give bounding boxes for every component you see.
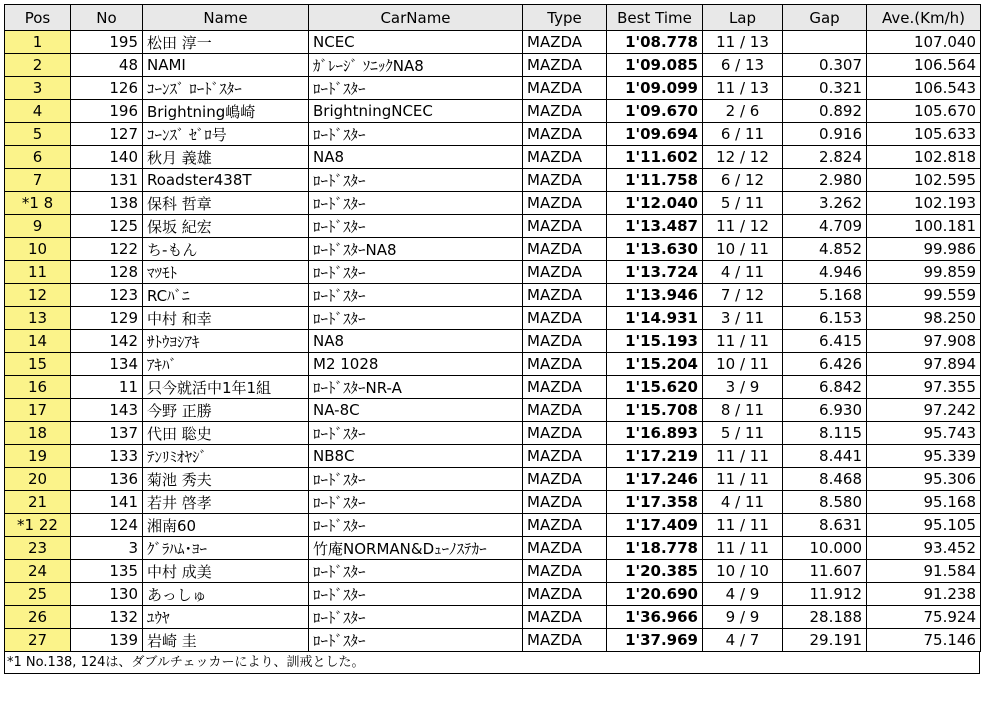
driver-name-cell: 中村 成美: [143, 560, 309, 583]
gap-cell: 29.191: [783, 629, 867, 652]
type-cell: MAZDA: [523, 261, 607, 284]
average-speed-cell: 97.894: [867, 353, 981, 376]
type-cell: MAZDA: [523, 146, 607, 169]
driver-name-cell: ｸﾞﾗﾊﾑ･ﾖｰ: [143, 537, 309, 560]
position-cell: *1 8: [5, 192, 71, 215]
car-number-cell: 123: [71, 284, 143, 307]
position-cell: 1: [5, 31, 71, 54]
best-time-cell: 1'11.758: [607, 169, 703, 192]
position-cell: 17: [5, 399, 71, 422]
driver-name-cell: 代田 聡史: [143, 422, 309, 445]
best-time-cell: 1'13.487: [607, 215, 703, 238]
lap-cell: 6 / 12: [703, 169, 783, 192]
average-speed-cell: 105.633: [867, 123, 981, 146]
average-speed-cell: 99.559: [867, 284, 981, 307]
position-cell: 12: [5, 284, 71, 307]
header-car-name: CarName: [309, 5, 523, 31]
lap-cell: 11 / 13: [703, 31, 783, 54]
car-number-cell: 196: [71, 100, 143, 123]
driver-name-cell: ｱｷﾊﾞ: [143, 353, 309, 376]
car-name-cell: ｶﾞﾚｰｼﾞ ｿﾆｯｸNA8: [309, 54, 523, 77]
header-type: Type: [523, 5, 607, 31]
table-row: [5, 353, 981, 376]
average-speed-cell: 99.859: [867, 261, 981, 284]
type-cell: MAZDA: [523, 560, 607, 583]
position-cell: 4: [5, 100, 71, 123]
lap-cell: 6 / 13: [703, 54, 783, 77]
driver-name-cell: 保科 哲章: [143, 192, 309, 215]
lap-cell: 11 / 11: [703, 330, 783, 353]
best-time-cell: 1'09.670: [607, 100, 703, 123]
average-speed-cell: 95.168: [867, 491, 981, 514]
car-number-cell: 48: [71, 54, 143, 77]
car-name-cell: NB8C: [309, 445, 523, 468]
best-time-cell: 1'15.204: [607, 353, 703, 376]
best-time-cell: 1'15.620: [607, 376, 703, 399]
gap-cell: 8.115: [783, 422, 867, 445]
car-name-cell: ﾛｰﾄﾞｽﾀｰ: [309, 123, 523, 146]
car-number-cell: 141: [71, 491, 143, 514]
average-speed-cell: 106.564: [867, 54, 981, 77]
gap-cell: 0.307: [783, 54, 867, 77]
best-time-cell: 1'13.946: [607, 284, 703, 307]
lap-cell: 4 / 11: [703, 261, 783, 284]
driver-name-cell: ｻﾄｳﾖｼｱｷ: [143, 330, 309, 353]
table-row: [5, 537, 981, 560]
best-time-cell: 1'09.099: [607, 77, 703, 100]
car-number-cell: 133: [71, 445, 143, 468]
position-cell: *1 22: [5, 514, 71, 537]
table-row: [5, 399, 981, 422]
type-cell: MAZDA: [523, 123, 607, 146]
gap-cell: 4.709: [783, 215, 867, 238]
lap-cell: 11 / 11: [703, 468, 783, 491]
type-cell: MAZDA: [523, 284, 607, 307]
footnote: *1 No.138, 124は、ダブルチェッカーにより、訓戒とした。: [4, 652, 980, 674]
position-cell: 9: [5, 215, 71, 238]
car-number-cell: 143: [71, 399, 143, 422]
type-cell: MAZDA: [523, 445, 607, 468]
table-row: [5, 468, 981, 491]
car-name-cell: ﾛｰﾄﾞｽﾀｰNR-A: [309, 376, 523, 399]
header-gap: Gap: [783, 5, 867, 31]
type-cell: MAZDA: [523, 100, 607, 123]
lap-cell: 10 / 11: [703, 353, 783, 376]
lap-cell: 6 / 11: [703, 123, 783, 146]
gap-cell: 6.842: [783, 376, 867, 399]
average-speed-cell: 97.355: [867, 376, 981, 399]
position-cell: 18: [5, 422, 71, 445]
type-cell: MAZDA: [523, 468, 607, 491]
average-speed-cell: 91.584: [867, 560, 981, 583]
car-name-cell: ﾛｰﾄﾞｽﾀｰ: [309, 629, 523, 652]
car-name-cell: ﾛｰﾄﾞｽﾀｰ: [309, 192, 523, 215]
car-name-cell: ﾛｰﾄﾞｽﾀｰ: [309, 514, 523, 537]
gap-cell: 11.607: [783, 560, 867, 583]
gap-cell: 4.852: [783, 238, 867, 261]
position-cell: 13: [5, 307, 71, 330]
lap-cell: 11 / 12: [703, 215, 783, 238]
gap-cell: 11.912: [783, 583, 867, 606]
driver-name-cell: 松田 淳一: [143, 31, 309, 54]
type-cell: MAZDA: [523, 606, 607, 629]
header-best-time: Best Time: [607, 5, 703, 31]
car-name-cell: NCEC: [309, 31, 523, 54]
lap-cell: 10 / 11: [703, 238, 783, 261]
driver-name-cell: 岩崎 圭: [143, 629, 309, 652]
best-time-cell: 1'08.778: [607, 31, 703, 54]
average-speed-cell: 95.105: [867, 514, 981, 537]
table-row: [5, 77, 981, 100]
gap-cell: [783, 31, 867, 54]
position-cell: 25: [5, 583, 71, 606]
car-name-cell: NA-8C: [309, 399, 523, 422]
position-cell: 6: [5, 146, 71, 169]
driver-name-cell: あっしゅ: [143, 583, 309, 606]
driver-name-cell: ｺｰﾝｽﾞ ｾﾞﾛ号: [143, 123, 309, 146]
table-row: [5, 54, 981, 77]
table-row: [5, 238, 981, 261]
lap-cell: 7 / 12: [703, 284, 783, 307]
gap-cell: 0.916: [783, 123, 867, 146]
average-speed-cell: 75.924: [867, 606, 981, 629]
position-cell: 7: [5, 169, 71, 192]
table-row: [5, 606, 981, 629]
average-speed-cell: 95.306: [867, 468, 981, 491]
best-time-cell: 1'15.193: [607, 330, 703, 353]
car-number-cell: 138: [71, 192, 143, 215]
average-speed-cell: 98.250: [867, 307, 981, 330]
driver-name-cell: ち-もん: [143, 238, 309, 261]
lap-cell: 4 / 9: [703, 583, 783, 606]
position-cell: 16: [5, 376, 71, 399]
gap-cell: 0.892: [783, 100, 867, 123]
best-time-cell: 1'14.931: [607, 307, 703, 330]
car-name-cell: ﾛｰﾄﾞｽﾀｰ: [309, 560, 523, 583]
lap-cell: 10 / 10: [703, 560, 783, 583]
car-name-cell: ﾛｰﾄﾞｽﾀｰ: [309, 284, 523, 307]
position-cell: 27: [5, 629, 71, 652]
car-name-cell: ﾛｰﾄﾞｽﾀｰ: [309, 307, 523, 330]
position-cell: 10: [5, 238, 71, 261]
car-name-cell: ﾛｰﾄﾞｽﾀｰ: [309, 468, 523, 491]
table-row: [5, 215, 981, 238]
gap-cell: 10.000: [783, 537, 867, 560]
car-name-cell: BrightningNCEC: [309, 100, 523, 123]
type-cell: MAZDA: [523, 491, 607, 514]
driver-name-cell: 保坂 紀宏: [143, 215, 309, 238]
type-cell: MAZDA: [523, 330, 607, 353]
car-number-cell: 136: [71, 468, 143, 491]
table-row: [5, 376, 981, 399]
driver-name-cell: ﾕｳﾔ: [143, 606, 309, 629]
header-average-speed: Ave.(Km/h): [867, 5, 981, 31]
type-cell: MAZDA: [523, 399, 607, 422]
lap-cell: 2 / 6: [703, 100, 783, 123]
table-row: [5, 261, 981, 284]
best-time-cell: 1'16.893: [607, 422, 703, 445]
driver-name-cell: 今野 正勝: [143, 399, 309, 422]
type-cell: MAZDA: [523, 376, 607, 399]
position-cell: 26: [5, 606, 71, 629]
car-number-cell: 140: [71, 146, 143, 169]
car-number-cell: 139: [71, 629, 143, 652]
driver-name-cell: 秋月 義雄: [143, 146, 309, 169]
type-cell: MAZDA: [523, 54, 607, 77]
driver-name-cell: 菊池 秀夫: [143, 468, 309, 491]
lap-cell: 5 / 11: [703, 422, 783, 445]
table-row: [5, 123, 981, 146]
lap-cell: 8 / 11: [703, 399, 783, 422]
position-cell: 3: [5, 77, 71, 100]
table-row: [5, 284, 981, 307]
car-number-cell: 195: [71, 31, 143, 54]
driver-name-cell: Brightning嶋崎: [143, 100, 309, 123]
average-speed-cell: 95.743: [867, 422, 981, 445]
position-cell: 11: [5, 261, 71, 284]
header-no: No: [71, 5, 143, 31]
car-number-cell: 130: [71, 583, 143, 606]
lap-cell: 5 / 11: [703, 192, 783, 215]
average-speed-cell: 100.181: [867, 215, 981, 238]
gap-cell: 5.168: [783, 284, 867, 307]
driver-name-cell: ｺｰﾝｽﾞ ﾛｰﾄﾞｽﾀｰ: [143, 77, 309, 100]
car-name-cell: ﾛｰﾄﾞｽﾀｰNA8: [309, 238, 523, 261]
best-time-cell: 1'09.085: [607, 54, 703, 77]
type-cell: MAZDA: [523, 629, 607, 652]
driver-name-cell: Roadster438T: [143, 169, 309, 192]
best-time-cell: 1'18.778: [607, 537, 703, 560]
type-cell: MAZDA: [523, 422, 607, 445]
lap-cell: 3 / 9: [703, 376, 783, 399]
position-cell: 2: [5, 54, 71, 77]
results-sheet: [4, 4, 980, 674]
results-table: [4, 4, 981, 652]
gap-cell: 8.441: [783, 445, 867, 468]
car-name-cell: ﾛｰﾄﾞｽﾀｰ: [309, 491, 523, 514]
position-cell: 23: [5, 537, 71, 560]
position-cell: 24: [5, 560, 71, 583]
type-cell: MAZDA: [523, 169, 607, 192]
driver-name-cell: NAMI: [143, 54, 309, 77]
car-number-cell: 135: [71, 560, 143, 583]
best-time-cell: 1'20.690: [607, 583, 703, 606]
car-name-cell: ﾛｰﾄﾞｽﾀｰ: [309, 606, 523, 629]
table-row: [5, 560, 981, 583]
lap-cell: 11 / 11: [703, 514, 783, 537]
best-time-cell: 1'12.040: [607, 192, 703, 215]
type-cell: MAZDA: [523, 215, 607, 238]
car-number-cell: 125: [71, 215, 143, 238]
best-time-cell: 1'13.630: [607, 238, 703, 261]
table-row: [5, 514, 981, 537]
type-cell: MAZDA: [523, 192, 607, 215]
gap-cell: 28.188: [783, 606, 867, 629]
car-number-cell: 122: [71, 238, 143, 261]
header-pos: Pos: [5, 5, 71, 31]
car-name-cell: ﾛｰﾄﾞｽﾀｰ: [309, 169, 523, 192]
driver-name-cell: 只今就活中1年1組: [143, 376, 309, 399]
header-row: [5, 5, 981, 31]
position-cell: 19: [5, 445, 71, 468]
car-number-cell: 142: [71, 330, 143, 353]
gap-cell: 2.824: [783, 146, 867, 169]
car-number-cell: 128: [71, 261, 143, 284]
table-row: [5, 307, 981, 330]
gap-cell: 0.321: [783, 77, 867, 100]
position-cell: 14: [5, 330, 71, 353]
lap-cell: 3 / 11: [703, 307, 783, 330]
best-time-cell: 1'17.409: [607, 514, 703, 537]
type-cell: MAZDA: [523, 583, 607, 606]
car-number-cell: 137: [71, 422, 143, 445]
table-row: [5, 330, 981, 353]
car-number-cell: 124: [71, 514, 143, 537]
type-cell: MAZDA: [523, 514, 607, 537]
average-speed-cell: 102.595: [867, 169, 981, 192]
average-speed-cell: 107.040: [867, 31, 981, 54]
lap-cell: 4 / 7: [703, 629, 783, 652]
driver-name-cell: 湘南60: [143, 514, 309, 537]
type-cell: MAZDA: [523, 353, 607, 376]
best-time-cell: 1'20.385: [607, 560, 703, 583]
average-speed-cell: 95.339: [867, 445, 981, 468]
best-time-cell: 1'11.602: [607, 146, 703, 169]
table-row: [5, 146, 981, 169]
car-name-cell: ﾛｰﾄﾞｽﾀｰ: [309, 422, 523, 445]
car-name-cell: ﾛｰﾄﾞｽﾀｰ: [309, 77, 523, 100]
average-speed-cell: 75.146: [867, 629, 981, 652]
car-number-cell: 126: [71, 77, 143, 100]
table-row: [5, 100, 981, 123]
driver-name-cell: ﾃﾝﾘﾐｵﾔｼﾞ: [143, 445, 309, 468]
average-speed-cell: 91.238: [867, 583, 981, 606]
car-name-cell: 竹庵NORMAN&Dｭｰﾉｽﾃｶｰ: [309, 537, 523, 560]
gap-cell: 8.580: [783, 491, 867, 514]
driver-name-cell: 若井 啓孝: [143, 491, 309, 514]
lap-cell: 9 / 9: [703, 606, 783, 629]
table-row: [5, 583, 981, 606]
table-row: [5, 192, 981, 215]
lap-cell: 11 / 11: [703, 537, 783, 560]
gap-cell: 6.426: [783, 353, 867, 376]
type-cell: MAZDA: [523, 77, 607, 100]
average-speed-cell: 102.818: [867, 146, 981, 169]
car-number-cell: 11: [71, 376, 143, 399]
car-name-cell: NA8: [309, 330, 523, 353]
best-time-cell: 1'17.358: [607, 491, 703, 514]
type-cell: MAZDA: [523, 307, 607, 330]
lap-cell: 4 / 11: [703, 491, 783, 514]
driver-name-cell: ﾏﾂﾓﾄ: [143, 261, 309, 284]
best-time-cell: 1'17.219: [607, 445, 703, 468]
table-row: [5, 445, 981, 468]
lap-cell: 11 / 11: [703, 445, 783, 468]
type-cell: MAZDA: [523, 537, 607, 560]
gap-cell: 4.946: [783, 261, 867, 284]
average-speed-cell: 97.908: [867, 330, 981, 353]
car-name-cell: ﾛｰﾄﾞｽﾀｰ: [309, 215, 523, 238]
average-speed-cell: 93.452: [867, 537, 981, 560]
car-number-cell: 129: [71, 307, 143, 330]
position-cell: 20: [5, 468, 71, 491]
best-time-cell: 1'37.969: [607, 629, 703, 652]
car-number-cell: 132: [71, 606, 143, 629]
gap-cell: 8.631: [783, 514, 867, 537]
gap-cell: 6.930: [783, 399, 867, 422]
car-number-cell: 131: [71, 169, 143, 192]
table-row: [5, 31, 981, 54]
car-number-cell: 3: [71, 537, 143, 560]
position-cell: 15: [5, 353, 71, 376]
car-name-cell: ﾛｰﾄﾞｽﾀｰ: [309, 583, 523, 606]
best-time-cell: 1'15.708: [607, 399, 703, 422]
header-name: Name: [143, 5, 309, 31]
header-lap: Lap: [703, 5, 783, 31]
car-number-cell: 127: [71, 123, 143, 146]
best-time-cell: 1'17.246: [607, 468, 703, 491]
best-time-cell: 1'36.966: [607, 606, 703, 629]
best-time-cell: 1'13.724: [607, 261, 703, 284]
position-cell: 21: [5, 491, 71, 514]
results-body: [5, 31, 981, 652]
lap-cell: 12 / 12: [703, 146, 783, 169]
table-row: [5, 629, 981, 652]
average-speed-cell: 99.986: [867, 238, 981, 261]
car-name-cell: M2 1028: [309, 353, 523, 376]
position-cell: 5: [5, 123, 71, 146]
table-row: [5, 169, 981, 192]
driver-name-cell: RCﾊﾞﾆ: [143, 284, 309, 307]
gap-cell: 6.153: [783, 307, 867, 330]
gap-cell: 3.262: [783, 192, 867, 215]
type-cell: MAZDA: [523, 238, 607, 261]
average-speed-cell: 97.242: [867, 399, 981, 422]
gap-cell: 2.980: [783, 169, 867, 192]
average-speed-cell: 105.670: [867, 100, 981, 123]
table-row: [5, 422, 981, 445]
gap-cell: 8.468: [783, 468, 867, 491]
car-name-cell: ﾛｰﾄﾞｽﾀｰ: [309, 261, 523, 284]
table-row: [5, 491, 981, 514]
lap-cell: 11 / 13: [703, 77, 783, 100]
average-speed-cell: 106.543: [867, 77, 981, 100]
car-number-cell: 134: [71, 353, 143, 376]
car-name-cell: NA8: [309, 146, 523, 169]
driver-name-cell: 中村 和幸: [143, 307, 309, 330]
best-time-cell: 1'09.694: [607, 123, 703, 146]
type-cell: MAZDA: [523, 31, 607, 54]
average-speed-cell: 102.193: [867, 192, 981, 215]
gap-cell: 6.415: [783, 330, 867, 353]
